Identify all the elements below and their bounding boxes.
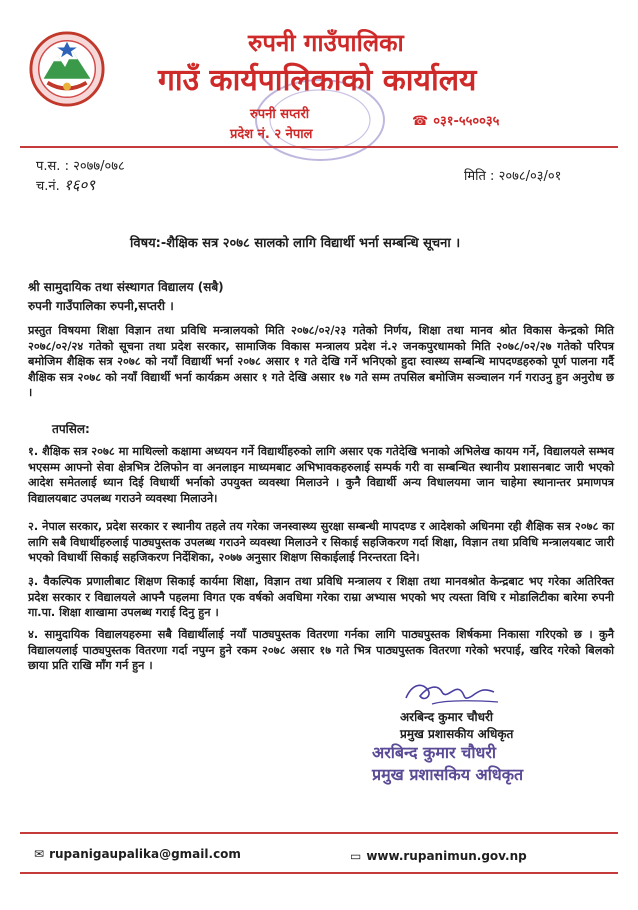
tapsil-label: तपसिल: [52,422,90,436]
addressee-line-2: रुपनी गाउँपालिका रुपनी,सप्तरी । [28,299,174,313]
signatory-block [400,709,513,743]
website-text: www.rupanimun.gov.np [366,849,527,863]
date-value: २०७८/०३/०१ [498,169,562,184]
chalani-label: च.नं. [36,179,60,194]
chalani-value: १६०९ [63,176,96,194]
mail-icon: ✉ [34,847,45,861]
list-item: २. नेपाल सरकार, प्रदेश सरकार र स्थानीय तहले तय गरेका जनस्वास्थ्य सुरक्षा सम्बन्धी मापदण्ड र आदेशको अधिनमा रही शैक्षिक सत्र २०७८ का लागि सबै विधार्थीहरुलाई पाठ्यपुस्तक उपलब्ध गराउने व्यवस्था मिलाउने र सिकाई सहजिकरण गर्दा शिक्षा, विज्ञान तथा प्रविधि मन्त्रालयबाट जारी भएको विधार्थी सिकाई सहजिकरण निर्देशिका, २०७७ अनुसार शिक्षण सिकाईलाई निरन्तरता दिने। [28,520,614,564]
list-item: १. शैक्षिक सत्र २०७८ मा माथिल्लो कक्षामा अध्ययन गर्ने विद्यार्थीहरुको लागि असार एक गतेदेखि भनाको अभिलेख कायम गर्ने, विद्यालयले सम्भव भएसम्म आफ्नो सेवा क्षेत्रभित्र टेलिफोन वा अनलाइन माध्यमबाट अभिभावकहरुलाई सम्पर्क गरी वा सम्बन्धित स्थानीय प्रशासनबाट जारी भएको आदेश समेतलाई ध्यान दिई विधार्थी भर्नाको उपयुक्त व्यवस्था मिलाउने । कुनै विद्यार्थी अन्य विधालयमा जान चाहेमा स्थानान्तर प्रमाणपत्र विद्यालयबाट उपलब्ध गराउने व्यवस्था मिलाउने। [28,445,614,505]
date-label: मिति : [464,169,495,184]
intro-paragraph: प्रस्तुत विषयमा शिक्षा विज्ञान तथा प्रविधि मन्त्रालयको मिति २०७८/०२/२३ गतेको निर्णय, शिक्षा तथा मानव श्रोत विकास केन्द्रको मिति २०७८/०२/२४ गतेको सूचना तथा प्रदेश सरकार, सामाजिक विकास मन्त्रालय प्रदेश नं.२ जनकपुरधामको मिति २०७८/०२/२७ गतेको परिपत्र बमोजिम शैक्षिक सत्र २०७८ को नयाँ विद्यार्थी भर्ना २०७८ असार १ गते देखि गर्ने भनिएको हुदा स्वास्थ्य सम्बन्धि मापदण्डहरुको पूर्ण पालना गर्दै शैक्षिक सत्र २०७८ को नयाँ विद्यार्थी भर्ना कार्यक्रम असार १ गते देखि असार १७ गते सम्म तपसिल बमोजिम सञ्चालन गर्न गराउनु हुन अनुरोध छ । [28,324,614,399]
nepal-emblem-icon [28,30,106,108]
subject-line: विषय:-शैक्षिक सत्र २०७८ सालको लागि विद्यार्थी भर्ना सम्बन्धि सूचना । [130,236,461,251]
telephone-icon: ☎ [412,114,429,129]
signatory-designation: प्रमुख प्रशासकीय अधिकृत [400,727,514,741]
signatory-stamp [372,742,523,786]
stamp-name: अरबिन्द कुमार चौधरी [372,743,497,762]
handwritten-signature [398,676,508,708]
email-text: rupanigaupalika@gmail.com [49,847,241,861]
patra-sankhya-value: २०७७/०७८ [73,159,125,174]
reference-block [36,156,125,194]
address-line-1: रुपनी सप्तरी [250,107,310,122]
signatory-name: अरबिन्द कुमार चौधरी [400,710,494,724]
list-item: ३. वैकल्पिक प्रणालीबाट शिक्षण सिकाई कार्यमा शिक्षा, विज्ञान तथा प्रविधि मन्त्रालय र शिक्षा तथा मानवश्रोत केन्द्रबाट भए गरेका अतिरिक्त प्रदेश सरकार र विद्यालयले आफ्नै पहलमा विगत एक वर्षको अवधिमा गरेका राम्रा अभ्यास भएको भए त्यस्ता विधि र मोडालिटीका बारेमा रुपनी गा.पा. शिक्षा शाखामा उपलब्ध गराई दिनु हुन । [28,575,614,619]
footer-bottom-divider [20,872,618,874]
addressee-line-1: श्री सामुदायिक तथा संस्थागत विद्यालय (सबै) [28,280,224,294]
addressee-block [28,278,224,316]
computer-icon: ▭ [350,849,362,863]
patra-sankhya-label: प.स. : [36,159,69,174]
phone-number [412,111,499,129]
letter-date [464,166,561,184]
header-divider [20,146,618,148]
stamp-designation: प्रमुख प्रशासकिय अधिकृत [372,765,524,784]
municipality-name: रुपनी गाउँपालिका [248,29,404,57]
footer-divider [20,832,618,834]
address-line-2: प्रदेश नं. २ नेपाल [230,127,313,142]
list-item: ४. सामुदायिक विद्यालयहरुमा सबै विद्यार्थीलाई नयाँ पाठ्यपुस्तक वितरणा गर्नका लागि पाठ्यपुस्तक शिर्षकमा निकासा गरिएको छ । कुनै विद्यालयलाई पाठ्यपुस्तक वितरणा गर्दा नपुग्न हुने रकम २०७८ असार १७ गते भित्र पाठ्यपुस्तक वितरणा गरेको भरपाई, खरिद गरेको बिलको छाया प्रति राखि माँग गर्न हुन । [28,628,614,672]
footer-email [34,847,241,861]
phone-value: ०३१-५५००३५ [433,114,500,129]
footer-website [350,849,527,863]
office-name: गाउँ कार्यपालिकाको कार्यालय [158,63,477,98]
